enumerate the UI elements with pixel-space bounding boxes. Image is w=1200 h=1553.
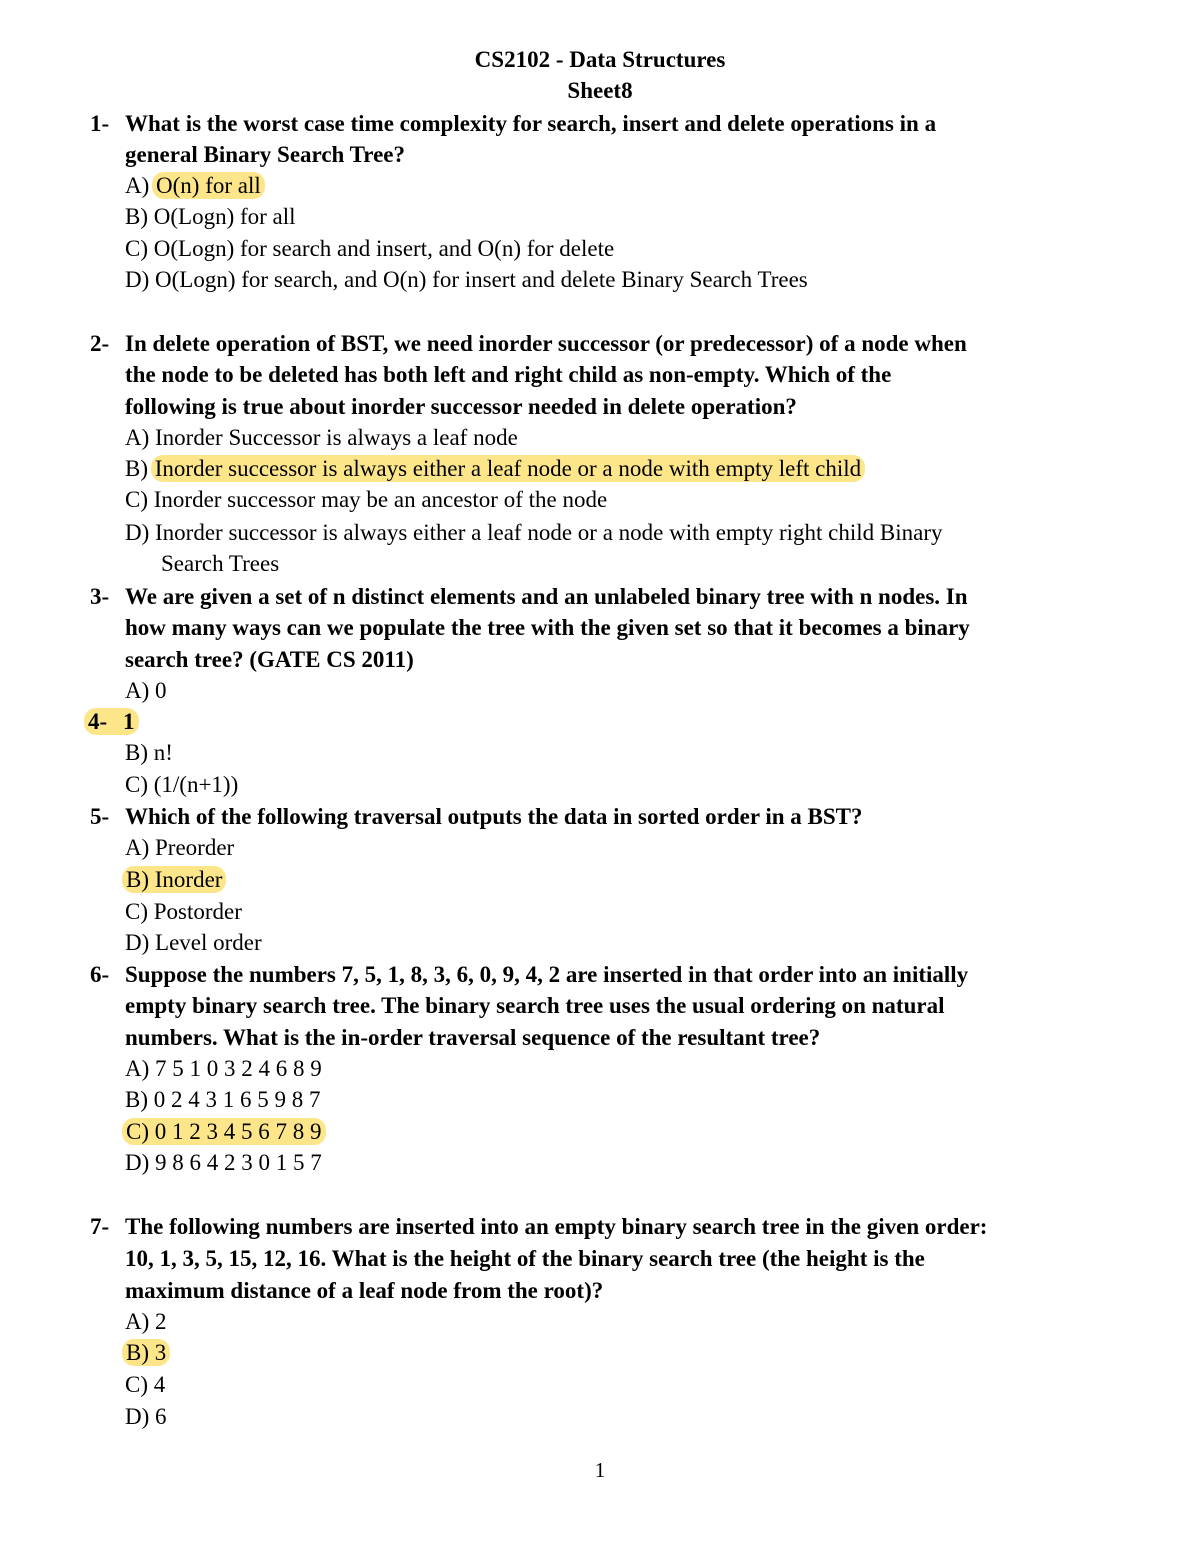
question-4 xyxy=(87,706,139,737)
option-c: C) O(Logn) for search and insert, and O(n) for delete xyxy=(125,236,615,261)
question-number: 2- xyxy=(90,331,110,356)
highlighted-answer xyxy=(84,708,139,735)
option-a: A) Preorder xyxy=(125,835,235,860)
question-1 xyxy=(90,108,936,139)
option-a: A) 2 xyxy=(125,1309,167,1334)
option-b xyxy=(125,1337,170,1368)
highlighted-answer: B) Inorder xyxy=(122,866,226,893)
question-text: search tree? (GATE CS 2011) xyxy=(125,647,414,672)
question-text: 1 xyxy=(123,709,135,734)
question-text: empty binary search tree. The binary search tree uses the usual ordering on natural xyxy=(125,993,945,1018)
question-text: We are given a set of n distinct elements and an unlabeled binary tree with n nodes. In xyxy=(125,584,968,609)
question-number: 1- xyxy=(90,111,110,136)
question-6 xyxy=(90,959,968,990)
highlighted-answer: C) 0 1 2 3 4 5 6 7 8 9 xyxy=(122,1118,326,1145)
option-c xyxy=(125,1116,326,1147)
question-number: 7- xyxy=(90,1214,110,1239)
question-5 xyxy=(90,801,863,832)
highlighted-answer: O(n) for all xyxy=(152,172,265,199)
question-number: 5- xyxy=(90,804,110,829)
option-a: A) 0 xyxy=(125,678,167,703)
option-c: C) Postorder xyxy=(125,899,242,924)
option-c: C) (1/(n+1)) xyxy=(125,772,239,797)
option-a: A) Inorder Successor is always a leaf node xyxy=(125,425,518,450)
option-b: B) n! xyxy=(125,740,173,765)
question-number: 4- xyxy=(88,709,108,734)
option-d: D) Level order xyxy=(125,930,262,955)
question-text: In delete operation of BST, we need inorder successor (or predecessor) of a node when xyxy=(125,331,967,356)
option-a xyxy=(125,170,265,201)
question-7 xyxy=(90,1211,987,1242)
question-text: 10, 1, 3, 5, 15, 12, 16. What is the height of the binary search tree (the height is the xyxy=(125,1246,925,1271)
question-text: Which of the following traversal outputs the data in sorted order in a BST? xyxy=(125,804,863,829)
document-subtitle: Sheet8 xyxy=(567,78,633,103)
option-b xyxy=(125,453,865,484)
option-letter: B) xyxy=(125,456,148,481)
option-d-continued: Search Trees xyxy=(161,551,280,576)
option-c: C) 4 xyxy=(125,1372,166,1397)
option-letter: A) xyxy=(125,173,150,198)
question-text: maximum distance of a leaf node from the root)? xyxy=(125,1278,604,1303)
highlighted-answer: Inorder successor is always either a leaf node or a node with empty left child xyxy=(151,455,865,482)
option-d: D) O(Logn) for search, and O(n) for insert and delete Binary Search Trees xyxy=(125,267,808,292)
question-text: numbers. What is the in-order traversal sequence of the resultant tree? xyxy=(125,1025,821,1050)
question-text: the node to be deleted has both left and right child as non-empty. Which of the xyxy=(125,362,892,387)
question-number: 3- xyxy=(90,584,110,609)
option-d: D) 9 8 6 4 2 3 0 1 5 7 xyxy=(125,1150,322,1175)
highlighted-answer: B) 3 xyxy=(122,1339,170,1366)
question-text: how many ways can we populate the tree with the given set so that it becomes a binary xyxy=(125,615,970,640)
question-text: general Binary Search Tree? xyxy=(125,142,406,167)
question-text: following is true about inorder successor needed in delete operation? xyxy=(125,394,797,419)
question-3 xyxy=(90,581,968,612)
question-text: Suppose the numbers 7, 5, 1, 8, 3, 6, 0, 9, 4, 2 are inserted in that order into an initially xyxy=(125,962,969,987)
option-d: D) 6 xyxy=(125,1404,167,1429)
page-number: 1 xyxy=(594,1458,606,1482)
document-title: CS2102 - Data Structures xyxy=(474,47,726,72)
question-text: The following numbers are inserted into an empty binary search tree in the given order: xyxy=(125,1214,988,1239)
question-2 xyxy=(90,328,967,359)
option-a: A) 7 5 1 0 3 2 4 6 8 9 xyxy=(125,1056,322,1081)
question-number: 6- xyxy=(90,962,110,987)
option-c: C) Inorder successor may be an ancestor of the node xyxy=(125,487,608,512)
option-b: B) 0 2 4 3 1 6 5 9 8 7 xyxy=(125,1087,321,1112)
option-d: D) Inorder successor is always either a leaf node or a node with empty right child Binary xyxy=(125,520,943,545)
option-b: B) O(Logn) for all xyxy=(125,204,296,229)
option-b xyxy=(125,864,226,895)
question-text: What is the worst case time complexity for search, insert and delete operations in a xyxy=(125,111,937,136)
